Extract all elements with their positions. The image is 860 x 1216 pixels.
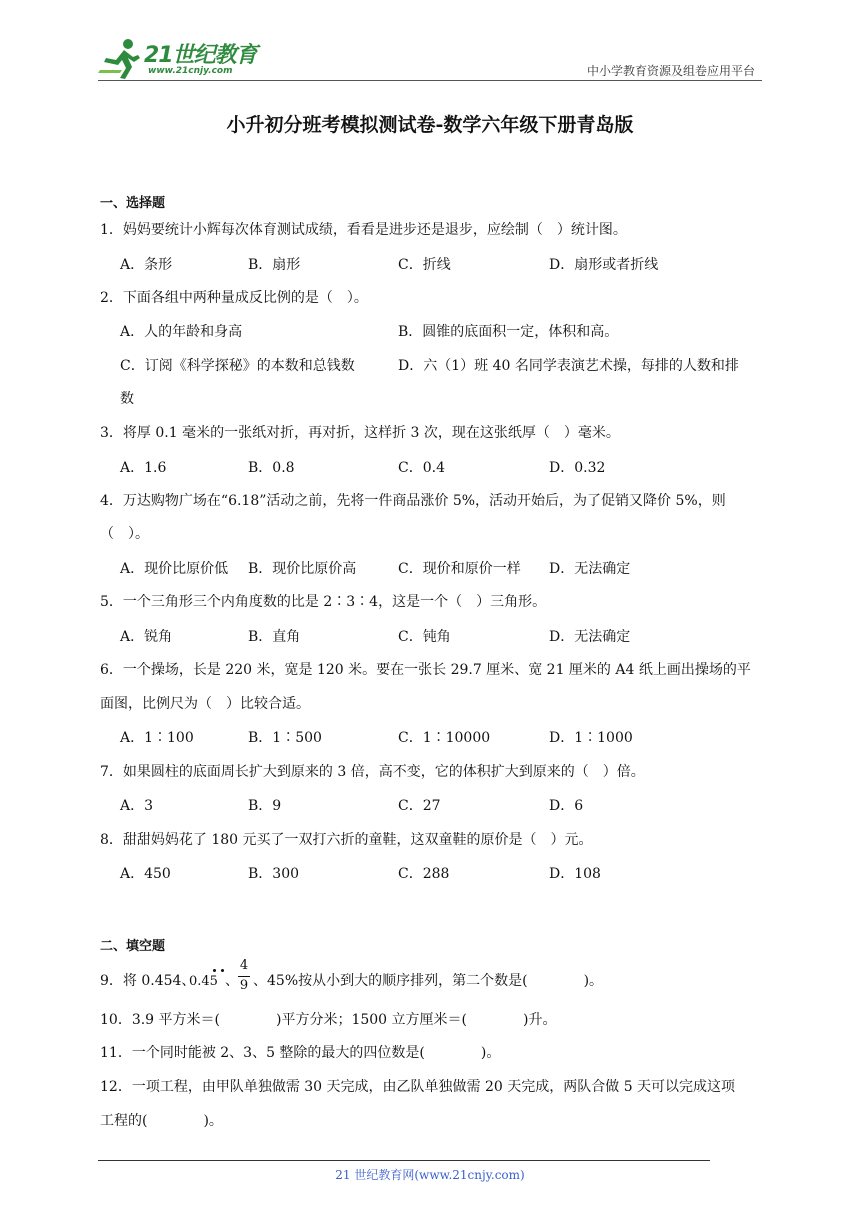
q3-option-b: B．0.8 [248,460,295,476]
fraction-denominator: 9 [239,978,249,993]
runner-logo-icon [98,36,144,80]
q4-option-b: B．现价比原价高 [248,561,357,577]
q5-option-b: B．直角 [248,629,301,645]
q2-option-d-continued: 数 [120,391,134,407]
q9-recurring-decimal: 0.45 [189,974,218,989]
question-6-continued: 面图，比例尺为（ ）比较合适。 [100,696,310,712]
q8-option-c: C．288 [398,866,450,882]
question-12: 12．一项工程，由甲队单独做需 30 天完成，由乙队单独做需 20 天完成，两队合做 5 天可以完成这项 [100,1079,736,1095]
question-2: 2．下面各组中两种量成反比例的是（ ）。 [100,290,368,306]
q6-option-b: B．1∶500 [248,730,322,746]
question-11: 11．一个同时能被 2、3、5 整除的最大的四位数是( )。 [100,1045,501,1061]
q5-option-a: A．锐角 [120,629,173,645]
q1-option-c: C．折线 [398,257,451,273]
q2-option-a: A．人的年龄和身高 [120,324,243,340]
fraction-numerator: 4 [239,958,249,973]
q7-option-b: B．9 [248,798,282,814]
q7-option-d: D．6 [549,798,584,814]
platform-label: 中小学教育资源及组卷应用平台 [586,64,755,78]
fraction-bar [238,976,250,977]
question-6: 6．一个操场，长是 220 米，宽是 120 米。要在一张长 29.7 厘米、宽 21 厘米的 A4 纸上画出操场的平 [100,662,751,678]
q8-option-b: B．300 [248,866,300,882]
question-10: 10．3.9 平方米＝( )平方分米；1500 立方厘米＝( )升。 [100,1012,557,1028]
question-7: 7．如果圆柱的底面周长扩大到原来的 3 倍，高不变，它的体积扩大到原来的（ ）倍。 [100,764,645,780]
q1-option-b: B．扇形 [248,257,301,273]
logo [98,36,258,80]
q3-option-c: C．0.4 [398,460,445,476]
section-heading-choice: 一、选择题 [100,196,166,211]
footer-text: 21 世纪教育网(www.21cnjy.com) [335,1168,525,1182]
question-9-prefix: 9．将 0.454、 [100,973,196,989]
question-12-continued: 工程的( )。 [100,1113,223,1129]
q1-option-d: D．扇形或者折线 [549,257,659,273]
q2-option-c: C．订阅《科学探秘》的本数和总钱数 [120,358,355,374]
q9-separator: 、 [225,973,239,989]
logo-text: 21世纪教育 [144,43,257,68]
footer-divider [98,1160,710,1161]
logo-url: www.21cnjy.com [148,66,233,76]
q3-option-a: A．1.6 [120,460,167,476]
question-3: 3．将厚 0.1 毫米的一张纸对折，再对折，这样折 3 次，现在这张纸厚（ ）毫米。 [100,425,620,441]
page-title: 小升初分班考模拟测试卷-数学六年级下册青岛版 [226,114,634,136]
q6-option-d: D．1∶1000 [549,730,633,746]
question-4: 4．万达购物广场在“6.18”活动之前，先将一件商品涨价 5%，活动开始后，为了促销又降价 5%，则 [100,493,726,509]
q7-option-a: A．3 [120,798,154,814]
question-8: 8．甜甜妈妈花了 180 元买了一双打六折的童鞋，这双童鞋的原价是（ ）元。 [100,832,593,848]
question-5: 5．一个三角形三个内角度数的比是 2∶3∶4，这是一个（ ）三角形。 [100,594,547,610]
section-heading-fill: 二、填空题 [100,939,166,954]
question-9-suffix: 、45%按从小到大的顺序排列，第二个数是( )。 [253,973,604,989]
q6-option-c: C．1∶10000 [398,730,491,746]
q4-option-c: C．现价和原价一样 [398,561,521,577]
q5-option-c: C．钝角 [398,629,451,645]
question-4-continued: （ ）。 [100,526,149,542]
recurring-dot [221,969,224,972]
q5-option-d: D．无法确定 [549,629,631,645]
question-1: 1．妈妈要统计小辉每次体育测试成绩，看看是进步还是退步，应绘制（ ）统计图。 [100,222,627,238]
q1-option-a: A．条形 [120,257,173,273]
q3-option-d: D．0.32 [549,460,606,476]
q4-option-d: D．无法确定 [549,561,631,577]
q7-option-c: C．27 [398,798,441,814]
q2-option-d: D．六（1）班 40 名同学表演艺术操，每排的人数和排 [398,358,739,374]
q2-option-b: B．圆锥的底面积一定，体积和高。 [398,324,619,340]
q8-option-a: A．450 [120,866,171,882]
recurring-dot [213,969,216,972]
q6-option-a: A．1∶100 [120,730,194,746]
q8-option-d: D．108 [549,866,601,882]
q4-option-a: A．现价比原价低 [120,561,229,577]
header-divider [98,80,762,81]
